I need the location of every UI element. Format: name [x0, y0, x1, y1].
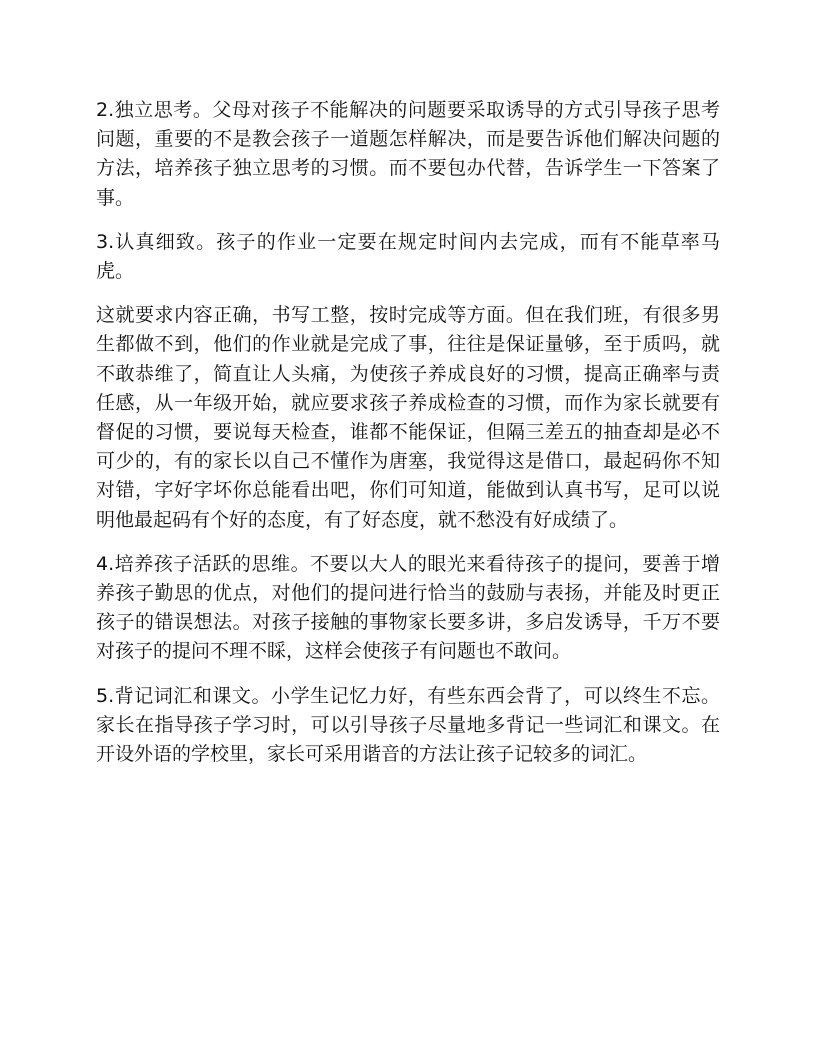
document-page	[96, 96, 720, 784]
paragraph-homework-checking: 这就要求内容正确，书写工整，按时完成等方面。但在我们班，有很多男生都做不到，他们的作业就是完成了事，往往是保证量够，至于质吗，就不敢恭维了，简直让人头痛，为使孩子养成良好的习惯，提高正确率与责任感，从一年级开始，就应要求孩子养成检查的习惯，而作为家长就要有督促的习惯，要说每天检查，谁都不能保证，但隔三差五的抽查却是必不可少的，有的家长以自己不懂作为唐塞，我觉得这是借口，最起码你不知对错，字好字坏你总能看出吧，你们可知道，能做到认真书写，足可以说明他最起码有个好的态度，有了好态度，就不愁没有好成绩了。	[96, 304, 720, 531]
paragraph-independent-thinking: 2.独立思考。父母对孩子不能解决的问题要采取诱导的方式引导孩子思考问题，重要的不是教会孩子一道题怎样解决，而是要告诉他们解决问题的方法，培养孩子独立思考的习惯。而不要包办代替，告诉学生一下答案了事。	[96, 99, 720, 209]
paragraph-memorization: 5.背记词汇和课文。小学生记忆力好，有些东西会背了，可以终生不忘。家长在指导孩子学习时，可以引导孩子尽量地多背记一些词汇和课文。在开设外语的学校里，家长可采用谐音的方法让孩子记较多的词汇。	[96, 684, 720, 766]
paragraph-careful-attention: 3.认真细致。孩子的作业一定要在规定时间内去完成，而有不能草率马虎。	[96, 230, 720, 283]
paragraph-active-thinking: 4.培养孩子活跃的思维。不要以大人的眼光来看待孩子的提问，要善于增养孩子勤思的优点，对他们的提问进行恰当的鼓励与表扬，并能及时更正孩子的错误想法。对孩子接触的事物家长要多讲，多启发诱导，千万不要对孩子的提问不理不睬，这样会使孩子有问题也不敢问。	[96, 552, 720, 663]
